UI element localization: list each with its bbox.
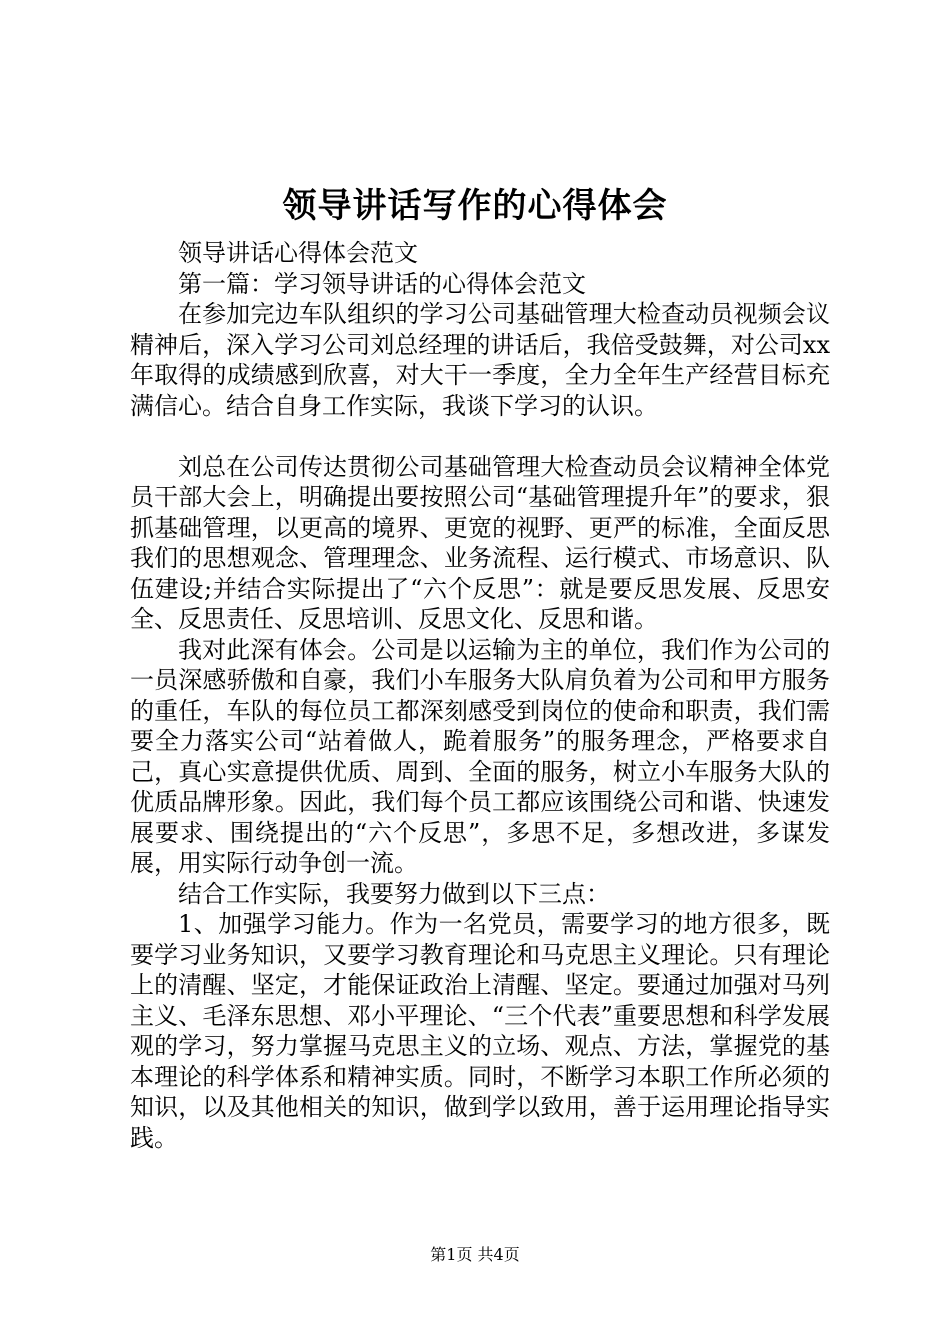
paragraph-subtitle: 领导讲话心得体会范文 [178,239,418,267]
paragraph-section-heading: 第一篇：学习领导讲话的心得体会范文 [178,269,586,298]
paragraph-spacer [130,421,830,452]
paragraph-point-one: 1、加强学习能力。作为一名党员，需要学习的地方很多，既要学习业务知识，又要学习教育理论和马克思主义理论。只有理论上的清醒、坚定，才能保证政治上清醒、坚定。要通过加强对马列主义、毛泽东思想、邓小平理论、“三个代表”重要思想和科学发展观的学习，努力掌握马克思主义的立场、观点、方法，掌握党的基本理论的科学体系和精神实质。同时，不断学习本职工作所必须的知识，以及其他相关的知识，做到学以致用，善于运用理论指导实践。 [130,910,830,1152]
document-title: 领导讲话写作的心得体会 [282,186,668,226]
paragraph-three-points: 结合工作实际，我要努力做到以下三点： [178,879,610,908]
page-footer: 第1页 共4页 [430,1245,520,1264]
paragraph-experience: 我对此深有体会。公司是以运输为主的单位，我们作为公司的一员深感骄傲和自豪，我们小车服务大队肩负着为公司和甲方服务的重任，车队的每位员工都深刻感受到岗位的使命和职责，我们需要全力落实公司“站着做人，跪着服务”的服务理念，严格要求自己，真心实意提供优质、周到、全面的服务，树立小车服务大队的优质品牌形象。因此，我们每个员工都应该围绕公司和谐、快速发展要求、围绕提出的“六个反思”，多思不足，多想改进，多谋发展，用实际行动争创一流。 [130,635,830,877]
paragraph-intro: 在参加完边车队组织的学习公司基础管理大检查动员视频会议精神后，深入学习公司刘总经理的讲话后，我倍受鼓舞，对公司xx年取得的成绩感到欣喜，对大干一季度，全力全年生产经营目标充满信心。结合自身工作实际，我谈下学习的认识。 [130,300,830,420]
paragraph-six-reflections: 刘总在公司传达贯彻公司基础管理大检查动员会议精神全体党员干部大会上，明确提出要按照公司“基础管理提升年”的要求，狠抓基础管理，以更高的境界、更宽的视野、更严的标准，全面反思我们的思想观念、管理理念、业务流程、运行模式、市场意识、队伍建设;并结合实际提出了“六个反思”：就是要反思发展、反思安全、反思责任、反思培训、反思文化、反思和谐。 [130,452,830,633]
document-body [130,238,830,1153]
